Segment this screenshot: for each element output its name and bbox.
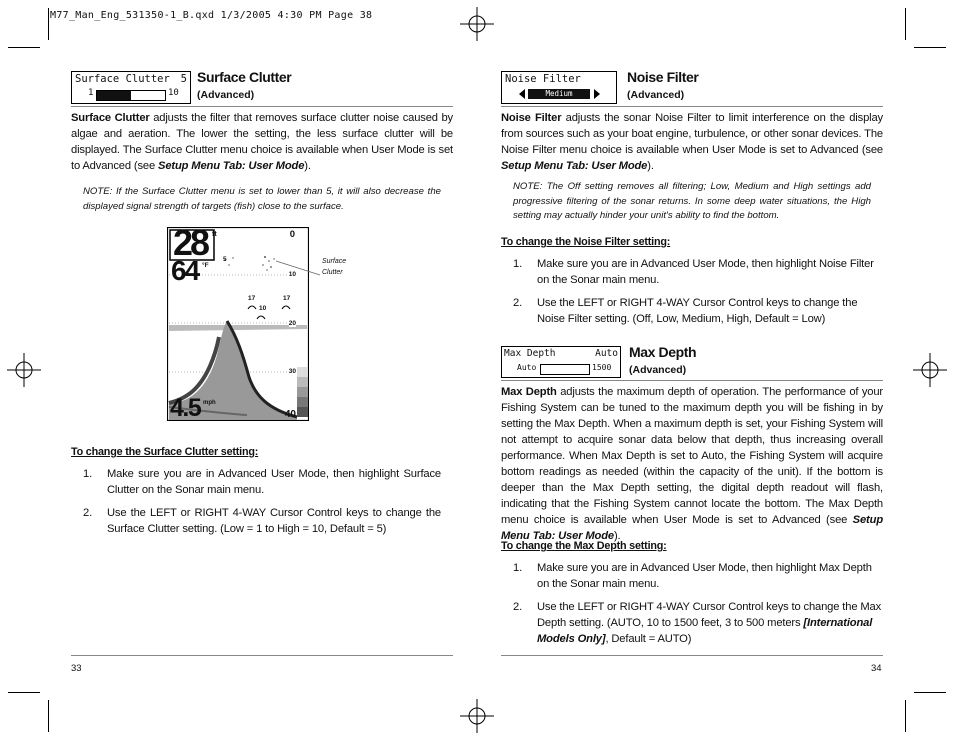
- menu-value: Medium: [528, 89, 590, 99]
- slider-max-label: 10: [168, 88, 179, 98]
- page-number: 33: [71, 663, 82, 674]
- depth-unit: ft: [212, 231, 217, 238]
- depth-scale-top: 0: [289, 229, 295, 240]
- section-subheading: (Advanced): [627, 89, 685, 101]
- procedure-step: 1. Make sure you are in Advanced User Mode, then highlight Surface Clutter on the Sonar main menu.: [83, 468, 441, 496]
- procedure-title: To change the Surface Clutter setting:: [71, 446, 259, 458]
- section-heading: Surface Clutter: [197, 69, 292, 85]
- menu-title: Max Depth: [504, 348, 556, 359]
- surface-clutter-note: NOTE: If the Surface Clutter menu is set to lower than 5, it will also decrease the displayed signal strength of targets (fish) close to the surface.: [83, 186, 441, 212]
- page-number: 34: [871, 663, 882, 674]
- max-depth-menu-graphic: [501, 346, 621, 378]
- callout-leader-line: [270, 255, 326, 295]
- procedure-step: 2. Use the LEFT or RIGHT 4-WAY Cursor Control keys to change the Surface Clutter setting. (Low = 1 to High = 10, Default = 5): [83, 507, 441, 535]
- noise-filter-body: Noise Filter adjusts the sonar Noise Filter to limit interference on the display from sources such as your boat engine, turbulence, or other sonar devices. The Noise Filter menu choice is available when User Mode is set to Advanced (see Setup Menu Tab: User Mode).: [501, 112, 883, 172]
- slider-min-label: 1: [88, 88, 94, 98]
- procedure-step: 1. Make sure you are in Advanced User Mode, then highlight Noise Filter on the Sonar main menu.: [513, 258, 874, 286]
- procedure-step: 2. Use the LEFT or RIGHT 4-WAY Cursor Control keys to change the Noise Filter setting. (Off, Low, Medium, High, Default = Low): [513, 297, 858, 325]
- water-temperature-readout: 64: [171, 255, 199, 286]
- menu-title: Surface Clutter: [75, 73, 170, 85]
- heading-rule: [71, 106, 453, 107]
- arrow-right-icon: [594, 89, 600, 99]
- section-heading: Noise Filter: [627, 69, 699, 85]
- heading-rule: [501, 106, 883, 107]
- surface-clutter-callout: Surface Clutter: [322, 258, 347, 276]
- menu-title: Noise Filter: [505, 73, 581, 85]
- slider-fill: [97, 91, 131, 100]
- fish-depth-label: 17: [283, 295, 291, 302]
- digital-depth-readout: 28: [173, 222, 208, 263]
- procedure-title: To change the Noise Filter setting:: [501, 236, 671, 248]
- slider-max-label: 1500: [592, 363, 612, 372]
- arrow-left-icon: [519, 89, 525, 99]
- noise-filter-menu-graphic: [501, 71, 617, 104]
- speed-unit: mph: [203, 400, 216, 406]
- procedure-title: To change the Max Depth setting:: [501, 540, 667, 552]
- surface-clutter-body: Surface Clutter adjusts the filter that removes surface clutter noise caused by algae and aeration. The lower the setting, the less surface clutter will be displayed. The Surface Clutter menu choice is available when User Mode is set to Advanced (see Setup Menu Tab: User Mode).: [71, 112, 453, 172]
- temperature-unit: °F: [202, 262, 209, 269]
- registration-mark-top-icon: [460, 7, 494, 41]
- slider-track: [96, 90, 166, 101]
- section-heading: Max Depth: [629, 344, 697, 360]
- max-depth-body: Max Depth adjusts the maximum depth of operation. The performance of your Fishing System can be tuned to the maximum depth you will be fishing in by setting the Max Depth. When a maximum depth is set, your Fishing System will not attempt to acquire sonar data below that depth, thus increasing overall performance. When Max Depth is set to Auto, the Fishing System will acquire bottom readings as needed (within the capacity of the unit). If the bottom is deeper than the Max Depth setting, the digital depth readout will flash, indicating that the Fishing System cannot locate the bottom. The Max Depth menu choice is available when User Mode is set to Advanced (see Setup Menu Tab: User Mode).: [501, 386, 883, 542]
- speed-readout: 4.5: [170, 394, 201, 422]
- depth-scale-20: 20: [288, 320, 296, 327]
- footer-rule: [501, 655, 883, 656]
- registration-mark-bottom-icon: [460, 699, 494, 733]
- procedure-step: 2. Use the LEFT or RIGHT 4-WAY Cursor Control keys to change the Max Depth setting. (AUTO, 10 to 1500 feet, 3 to 500 meters [International Models Only], Default = AUTO): [513, 601, 882, 645]
- depth-scale-bottom: 40: [284, 409, 296, 420]
- depth-scale-10: 10: [288, 271, 296, 278]
- surface-clutter-menu-graphic: [71, 71, 191, 104]
- noise-filter-note: NOTE: The Off setting removes all filtering; Low, Medium and High settings add progressive filtering of the sonar returns. In some deep water situations, the High setting may actually hinder your unit's ability to find the bottom.: [513, 181, 871, 221]
- fish-depth-label: 5: [223, 256, 227, 263]
- prepress-slug: M77_Man_Eng_531350-1_B.qxd 1/3/2005 4:30 PM Page 38: [50, 10, 373, 21]
- slider-track: [540, 364, 590, 375]
- section-subheading: (Advanced): [629, 364, 687, 376]
- section-subheading: (Advanced): [197, 89, 255, 101]
- depth-scale-30: 30: [288, 368, 296, 375]
- slider-min-label: Auto: [517, 363, 537, 372]
- registration-mark-left-icon: [7, 353, 41, 387]
- fish-depth-label: 10: [259, 305, 267, 312]
- registration-mark-right-icon: [913, 353, 947, 387]
- heading-rule: [501, 380, 883, 381]
- procedure-step: 1. Make sure you are in Advanced User Mode, then highlight Max Depth on the Sonar main menu.: [513, 562, 872, 590]
- footer-rule: [71, 655, 453, 656]
- menu-value: 5: [180, 73, 187, 85]
- menu-value: Auto: [595, 348, 618, 359]
- fish-depth-label: 17: [248, 295, 256, 302]
